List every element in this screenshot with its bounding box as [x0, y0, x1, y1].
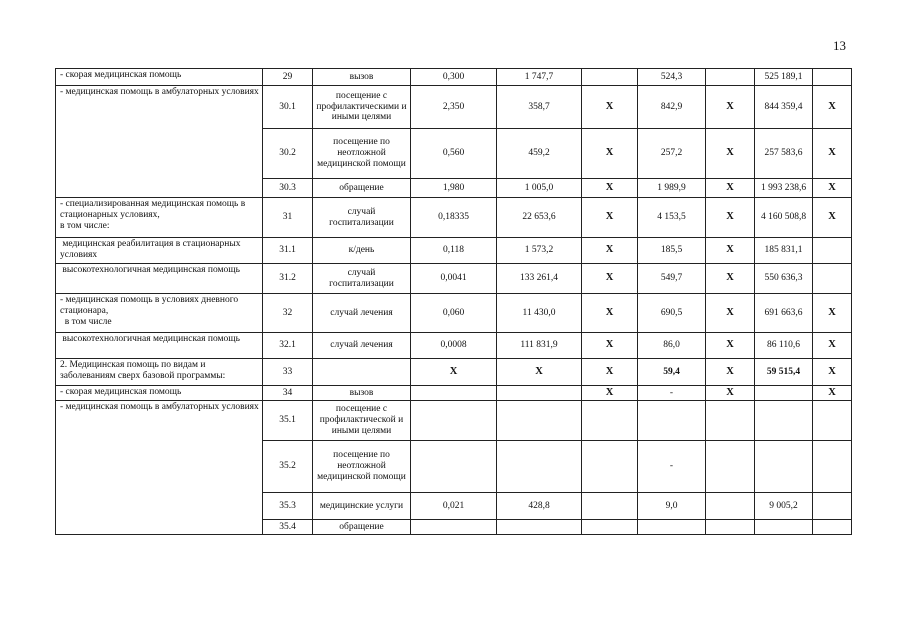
cell-num: 33: [263, 359, 313, 386]
cell-unit: случай госпитализации: [313, 198, 411, 238]
cell-c1: [582, 441, 638, 493]
cell-num: 32.1: [263, 333, 313, 359]
cell-num: 32: [263, 294, 313, 333]
cell-c5: [813, 493, 852, 520]
cell-c1: [582, 520, 638, 535]
cell-c2: 185,5: [638, 238, 706, 264]
row-description: - скорая медицинская помощь: [56, 69, 263, 86]
cell-c1: [582, 401, 638, 441]
cell-c4: [755, 441, 813, 493]
cell-c2: [638, 401, 706, 441]
cell-c5: [813, 264, 852, 294]
table-row: [56, 333, 852, 359]
cell-c5: [813, 401, 852, 441]
cell-cost: 1 747,7: [497, 69, 582, 86]
cell-num: 35.4: [263, 520, 313, 535]
row-description: высокотехнологичная медицинская помощь: [56, 333, 263, 359]
cell-unit: случай госпитализации: [313, 264, 411, 294]
table-row: [56, 401, 852, 441]
cell-norm: 2,350: [411, 86, 497, 129]
cell-c4: 4 160 508,8: [755, 198, 813, 238]
cell-c5: Х: [813, 198, 852, 238]
row-description: - медицинская помощь в амбулаторных условиях: [56, 401, 263, 535]
cell-c1: Х: [582, 198, 638, 238]
cell-c3: Х: [706, 238, 755, 264]
cell-c4: [755, 520, 813, 535]
cell-num: 31.2: [263, 264, 313, 294]
cell-c5: Х: [813, 359, 852, 386]
cell-num: 31: [263, 198, 313, 238]
cell-num: 35.3: [263, 493, 313, 520]
cell-norm: 0,060: [411, 294, 497, 333]
table-row: [56, 264, 852, 294]
cell-norm: [411, 441, 497, 493]
cell-num: 30.2: [263, 129, 313, 179]
table-row: [56, 198, 852, 238]
row-description: - медицинская помощь в амбулаторных условиях: [56, 86, 263, 198]
cell-cost: 1 005,0: [497, 179, 582, 198]
cell-unit: посещение по неотложной медицинской помощи: [313, 129, 411, 179]
cell-c2: 4 153,5: [638, 198, 706, 238]
cell-unit: [313, 359, 411, 386]
cell-cost: [497, 401, 582, 441]
cell-unit: посещение с профилактической и иными целями: [313, 401, 411, 441]
cell-c5: [813, 238, 852, 264]
cell-c3: Х: [706, 333, 755, 359]
row-description: медицинская реабилитация в стационарных условиях: [56, 238, 263, 264]
cell-c2: [638, 520, 706, 535]
cell-cost: [497, 520, 582, 535]
cell-c2: 86,0: [638, 333, 706, 359]
cell-unit: вызов: [313, 69, 411, 86]
cell-c4: 9 005,2: [755, 493, 813, 520]
cell-norm: 0,0008: [411, 333, 497, 359]
table-row: [56, 238, 852, 264]
cell-cost: 1 573,2: [497, 238, 582, 264]
cell-norm: [411, 386, 497, 401]
cell-unit: медицинские услуги: [313, 493, 411, 520]
cell-cost: 428,8: [497, 493, 582, 520]
cell-c4: 844 359,4: [755, 86, 813, 129]
cell-cost: [497, 441, 582, 493]
cell-num: 29: [263, 69, 313, 86]
cell-c1: Х: [582, 86, 638, 129]
cell-c3: Х: [706, 359, 755, 386]
cell-c1: Х: [582, 359, 638, 386]
cell-num: 30.1: [263, 86, 313, 129]
cell-c3: Х: [706, 294, 755, 333]
cell-norm: 0,560: [411, 129, 497, 179]
cell-c2: 59,4: [638, 359, 706, 386]
cell-cost: [497, 386, 582, 401]
cell-c5: Х: [813, 86, 852, 129]
cell-c2: 9,0: [638, 493, 706, 520]
cell-c1: Х: [582, 129, 638, 179]
cell-norm: 0,118: [411, 238, 497, 264]
cell-norm: Х: [411, 359, 497, 386]
cell-c3: Х: [706, 129, 755, 179]
cell-c3: Х: [706, 179, 755, 198]
cell-c5: Х: [813, 179, 852, 198]
cell-c4: 257 583,6: [755, 129, 813, 179]
row-description: высокотехнологичная медицинская помощь: [56, 264, 263, 294]
cell-c5: Х: [813, 129, 852, 179]
cell-num: 30.3: [263, 179, 313, 198]
cell-c4: 691 663,6: [755, 294, 813, 333]
cell-norm: [411, 520, 497, 535]
cell-num: 34: [263, 386, 313, 401]
table-row: [56, 69, 852, 86]
cell-c2: 690,5: [638, 294, 706, 333]
cell-c5: Х: [813, 294, 852, 333]
cell-c1: Х: [582, 333, 638, 359]
cell-c1: [582, 69, 638, 86]
cell-c5: Х: [813, 333, 852, 359]
cell-norm: 0,18335: [411, 198, 497, 238]
cell-cost: Х: [497, 359, 582, 386]
cell-unit: случай лечения: [313, 333, 411, 359]
cell-norm: [411, 401, 497, 441]
cell-c1: Х: [582, 179, 638, 198]
cell-c2: -: [638, 441, 706, 493]
cell-c4: 550 636,3: [755, 264, 813, 294]
cell-c3: [706, 441, 755, 493]
cell-c3: Х: [706, 264, 755, 294]
cell-cost: 358,7: [497, 86, 582, 129]
cell-c5: [813, 69, 852, 86]
table-row: [56, 86, 852, 129]
cell-norm: 1,980: [411, 179, 497, 198]
cell-unit: посещение с профилактическими и иными целями: [313, 86, 411, 129]
cell-c2: 1 989,9: [638, 179, 706, 198]
cell-unit: случай лечения: [313, 294, 411, 333]
row-description: - медицинская помощь в условиях дневного стационара, в том числе: [56, 294, 263, 333]
cell-c4: 59 515,4: [755, 359, 813, 386]
cell-cost: 459,2: [497, 129, 582, 179]
cell-c3: Х: [706, 86, 755, 129]
cell-c4: [755, 386, 813, 401]
cell-cost: 11 430,0: [497, 294, 582, 333]
cell-c2: 257,2: [638, 129, 706, 179]
cell-norm: 0,0041: [411, 264, 497, 294]
cell-c4: 525 189,1: [755, 69, 813, 86]
table-row: [56, 386, 852, 401]
cell-unit: обращение: [313, 520, 411, 535]
cell-c1: Х: [582, 294, 638, 333]
cell-c5: Х: [813, 386, 852, 401]
table-row: [56, 294, 852, 333]
cell-c2: 524,3: [638, 69, 706, 86]
cell-unit: к/день: [313, 238, 411, 264]
cell-c4: [755, 401, 813, 441]
cell-num: 35.1: [263, 401, 313, 441]
row-description: - скорая медицинская помощь: [56, 386, 263, 401]
cell-c5: [813, 441, 852, 493]
cell-c3: [706, 401, 755, 441]
cell-c1: Х: [582, 264, 638, 294]
cell-c1: [582, 493, 638, 520]
cell-norm: 0,300: [411, 69, 497, 86]
page-number: 13: [833, 38, 846, 53]
cell-unit: обращение: [313, 179, 411, 198]
cell-c5: [813, 520, 852, 535]
cell-c2: 549,7: [638, 264, 706, 294]
cell-cost: 22 653,6: [497, 198, 582, 238]
cell-c3: [706, 493, 755, 520]
cell-c3: Х: [706, 198, 755, 238]
cell-unit: вызов: [313, 386, 411, 401]
cell-c3: [706, 69, 755, 86]
cell-num: 31.1: [263, 238, 313, 264]
financing-table: [55, 68, 852, 535]
cell-num: 35.2: [263, 441, 313, 493]
cell-c2: 842,9: [638, 86, 706, 129]
cell-c3: Х: [706, 386, 755, 401]
cell-c1: Х: [582, 238, 638, 264]
cell-cost: 111 831,9: [497, 333, 582, 359]
cell-norm: 0,021: [411, 493, 497, 520]
table-row: [56, 359, 852, 386]
cell-unit: посещение по неотложной медицинской помощи: [313, 441, 411, 493]
cell-c4: 1 993 238,6: [755, 179, 813, 198]
cell-c1: Х: [582, 386, 638, 401]
cell-c3: [706, 520, 755, 535]
cell-c4: 185 831,1: [755, 238, 813, 264]
row-description: 2. Медицинская помощь по видам и заболеваниям сверх базовой программы:: [56, 359, 263, 386]
cell-c4: 86 110,6: [755, 333, 813, 359]
row-description: - специализированная медицинская помощь в стационарных условиях, в том числе:: [56, 198, 263, 238]
cell-cost: 133 261,4: [497, 264, 582, 294]
cell-c2: -: [638, 386, 706, 401]
